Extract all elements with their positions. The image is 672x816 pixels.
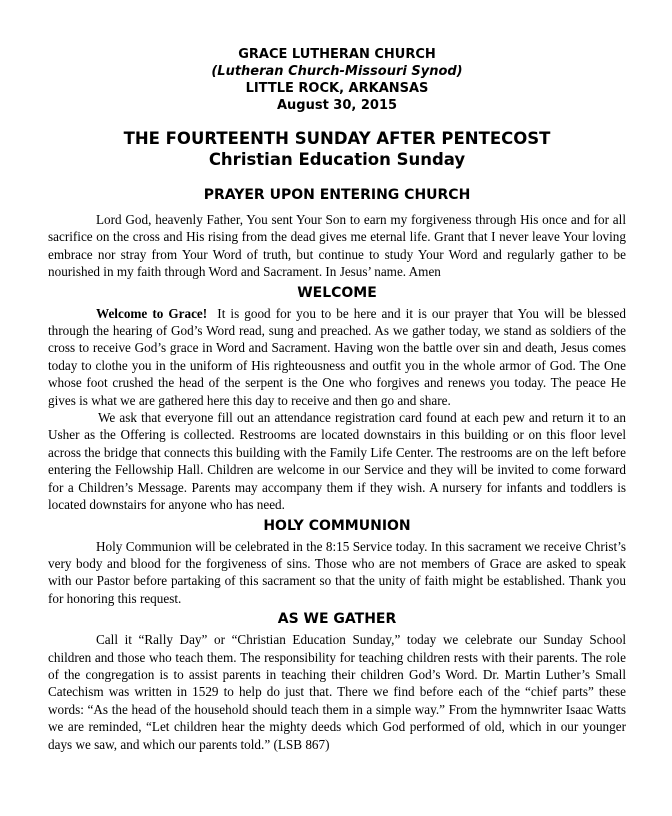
communion-text: Holy Communion will be celebrated in the 8:15 Service today. In this sacrament we receive Christ’s very body and blood for the forgiveness of sins. Those who are not members of Grace are asked to speak with our Pastor before partaking of this sacrament so that the unity of faith might be established. Thank you for honoring this request. bbox=[48, 538, 626, 606]
welcome-paragraph-2: We ask that everyone fill out an attendance registration card found at each pew and return it to an Usher as the Offering is collected. Restrooms are located downstairs in this building or on this floor level across the bridge that connects this building with the Family Life Center. The restrooms are on the left before entering the Fellowship Hall. Children are welcome in our Service and they will be invited to come forward for a Children’s Message. Parents may accompany them if they wish. A nursery for infants and toddlers is located downstairs for anyone who has need. bbox=[48, 410, 626, 513]
synod-name: (Lutheran Church-Missouri Synod) bbox=[211, 64, 463, 79]
welcome-paragraph-1 bbox=[48, 305, 626, 409]
church-name: GRACE LUTHERAN CHURCH bbox=[238, 47, 436, 62]
service-title bbox=[48, 128, 626, 170]
gather-text: Call it “Rally Day” or “Christian Education Sunday,” today we celebrate our Sunday School children and those who teach them. The responsibility for teaching children rests with their parents. The role of the congregation is to assist parents in teaching their children God’s Word. Dr. Martin Luther’s Small Catechism was written in 1529 to help do just that. There we find before each of the “chief parts” these words: “As the head of the household should teach them in a simple way.” From the hymnwriter Isaac Watts we are reminded, “Let children hear the mighty deeds which God performed of old, which in our younger days we saw, and which our parents told.” (LSB 867) bbox=[48, 632, 626, 752]
service-title-line1: THE FOURTEENTH SUNDAY AFTER PENTECOST bbox=[123, 129, 551, 148]
service-title-line2: Christian Education Sunday bbox=[208, 150, 466, 169]
welcome-heading: WELCOME bbox=[297, 284, 377, 301]
prayer-heading: PRAYER UPON ENTERING CHURCH bbox=[203, 187, 471, 203]
welcome-paragraph-1-text: It is good for you to be here and it is our prayer that You will be blessed through the hearing of God’s Word read, sung and preached. As we gather today, we stand as soldiers of the cross to receive God’s grace in Word and Sacrament. Having won the battle over sin and death, Jesus comes today to clothe you in the uniform of His righteousness and outfit you in the whole armor of God. The One whose foot crushed the head of the serpent is the One who forgives and renews you today. The peace He gives is what we are gathered here this day to receive and then go and share. bbox=[48, 305, 626, 408]
prayer-text: Lord God, heavenly Father, You sent Your Son to earn my forgiveness through His once and for all sacrifice on the cross and His rising from the dead gives me eternal life. Grant that I never leave Your loving embrace nor stray from Your Word of truth, but continue to study Your Word and regularly gather to be nourished in my faith through Word and Sacrament. In Jesus’ name. Amen bbox=[48, 212, 626, 280]
communion-heading: HOLY COMMUNION bbox=[263, 517, 411, 534]
church-location: LITTLE ROCK, ARKANSAS bbox=[245, 81, 429, 96]
church-header bbox=[48, 46, 626, 114]
gather-heading: AS WE GATHER bbox=[277, 611, 397, 628]
welcome-lead: Welcome to Grace! bbox=[96, 305, 208, 321]
service-date: August 30, 2015 bbox=[276, 98, 398, 113]
